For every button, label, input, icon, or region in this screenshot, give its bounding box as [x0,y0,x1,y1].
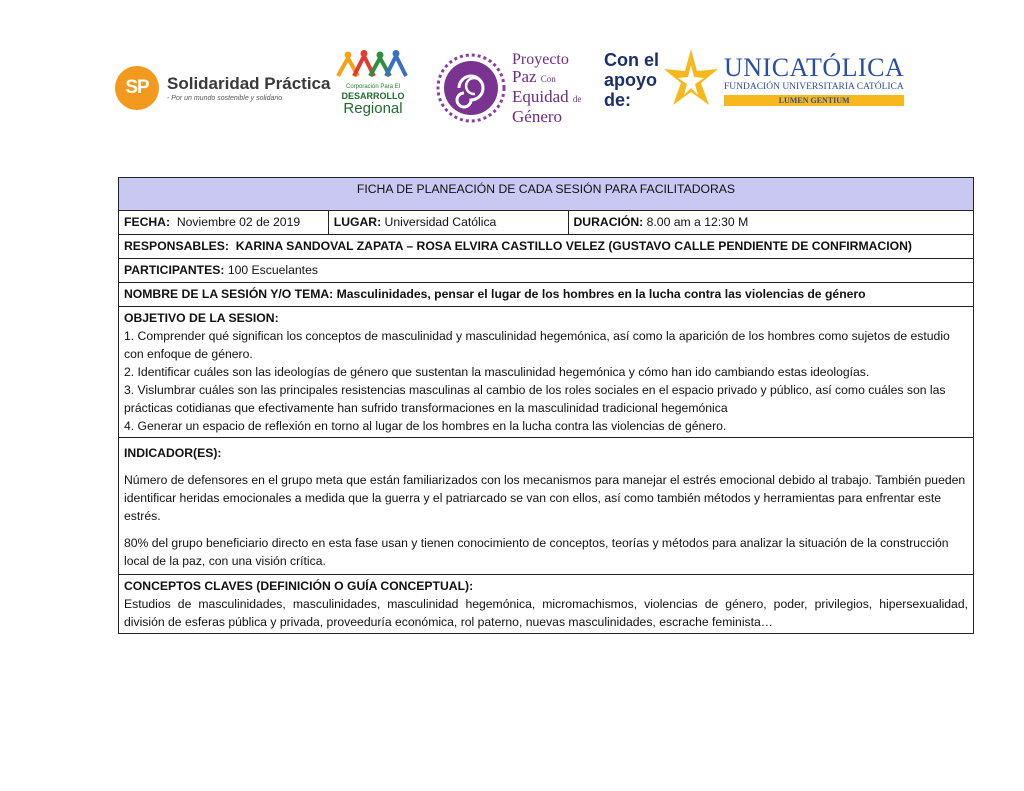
corporacion-desarrollo-logo [330,50,416,122]
ppe-line3a: Equidad [512,87,569,106]
objetivo-item-1: 1. Comprender qué significan los conceptos de masculinidad y masculinidad hegemónica, así como la aparición de los hombres como sujetos de estudio con enfoque de género. [124,329,950,361]
participantes-cell [119,259,974,283]
lugar-value: Universidad Católica [384,215,497,229]
fecha-cell [119,211,329,235]
indicador-item-2: 80% del grupo beneficiario directo en esta fase usan y tienen conocimiento de conceptos, teorías y métodos para analizar la situación de la construcción local de la paz, con una visión crítica. [124,536,949,568]
lugar-cell [328,211,568,235]
conceptos-cell [119,575,974,634]
sp-tagline: - Por un mundo sostenible y solidario [167,94,283,102]
uni-motto: LUMEN GENTIUM [724,95,904,106]
indicadores-cell [119,438,974,575]
sp-name: Solidaridad Práctica [167,73,331,93]
indicador-item-1: Número de defensores en el grupo meta que están familiarizados con los mecanismos para manejar el estrés emocional debido al trabajo. También pueden identificar heridas emocionales a medida que la guerra y el patriarcado se van con ellos, así como también métodos y herramientas para enfrentar este estrés. [124,473,966,523]
form-title-row [119,178,974,211]
cdr-line1: Corporación Para El [345,84,401,90]
uni-sub: FUNDACIÓN UNIVERSITARIA CATÓLICA [724,82,904,92]
conceptos-value: Estudios de masculinidades, masculinidades, masculinidad hegemónica, micromachismos, violencias de género, poder, privilegios, hipersexualidad, división de esferas pública y privada, proveeduría económica, rol paterno, nuevas masculinidades, escrache feminista… [124,597,968,629]
people-figures-icon [334,50,412,84]
tema-value: Masculinidades, pensar el lugar de los hombres en la lucha contra las violencias de género [336,287,866,301]
proyecto-paz-logo [436,52,581,124]
ppe-line3b: de [572,94,582,104]
objetivo-label: OBJETIVO DE LA SESION: [124,311,279,325]
conceptos-label: CONCEPTOS CLAVES (DEFINICIÓN O GUÍA CONCEPTUAL): [124,579,474,593]
unicatolica-logo [662,44,904,116]
cdr-line2: DESARROLLO [341,91,405,101]
sp-badge-icon: SP [115,66,159,110]
solidaridad-practica-logo [115,62,330,114]
fecha-lugar-duracion-row [119,211,974,235]
logo-band [0,0,1024,150]
objetivo-item-3: 3. Vislumbrar cuáles son las principales resistencias masculinas al cambio de los roles sociales en el espacio privado y público, así como cuáles son las prácticas cotidianas que efectivamente han sufrido transformaciones en la masculinidad tradicional hegemónica [124,383,946,415]
tema-row [119,283,974,307]
fecha-value: Noviembre 02 de 2019 [176,215,301,229]
responsables-label: RESPONSABLES: [124,239,229,253]
planning-form-table [118,177,974,634]
conceptos-row [119,575,974,634]
apoyo-line3: de: [604,90,631,110]
participantes-row [119,259,974,283]
objetivo-row [119,307,974,438]
responsables-value: KARINA SANDOVAL ZAPATA – ROSA ELVIRA CASTILLO VELEZ (GUSTAVO CALLE PENDIENTE DE CONFIRMACION) [235,239,912,253]
lugar-label: LUGAR: [333,215,382,229]
participantes-value: 100 Escuelantes [227,263,318,277]
spiral-mandala-icon [436,53,506,123]
form-title: FICHA DE PLANEACIÓN DE CADA SESIÓN PARA FACILITADORAS [119,178,974,211]
ppe-line2a: Paz [512,67,537,86]
duracion-value: 8.00 am a 12:30 M [646,215,749,229]
tema-cell [119,283,974,307]
responsables-row [119,235,974,259]
responsables-cell [119,235,974,259]
objetivo-item-4: 4. Generar un espacio de reflexión en torno al lugar de los hombres en la lucha contra las violencias de género. [124,419,727,433]
cdr-line3: Regional [343,100,403,117]
duracion-cell [568,211,974,235]
tema-label: NOMBRE DE LA SESIÓN Y/O TEMA: [124,287,334,301]
duracion-label: DURACIÓN: [573,215,644,229]
indicadores-row [119,438,974,575]
star-emblem-icon [662,47,720,113]
ppe-line4: Género [512,107,563,126]
apoyo-line2: apoyo [604,70,658,90]
objetivo-item-2: 2. Identificar cuáles son las ideologías de género que sustentan la masculinidad hegemónica y cómo han ido cambiando estas ideologías. [124,365,870,379]
objetivo-cell [119,307,974,438]
fecha-label: FECHA: [124,215,171,229]
uni-name: UNICATÓLICA [724,53,905,82]
ppe-line1: Proyecto [512,51,569,68]
indicadores-label: INDICADOR(ES): [124,446,222,460]
apoyo-line1: Con el [604,50,660,70]
ppe-line2b: Con [540,74,556,84]
con-el-apoyo-text [604,50,662,110]
participantes-label: PARTICIPANTES: [124,263,225,277]
